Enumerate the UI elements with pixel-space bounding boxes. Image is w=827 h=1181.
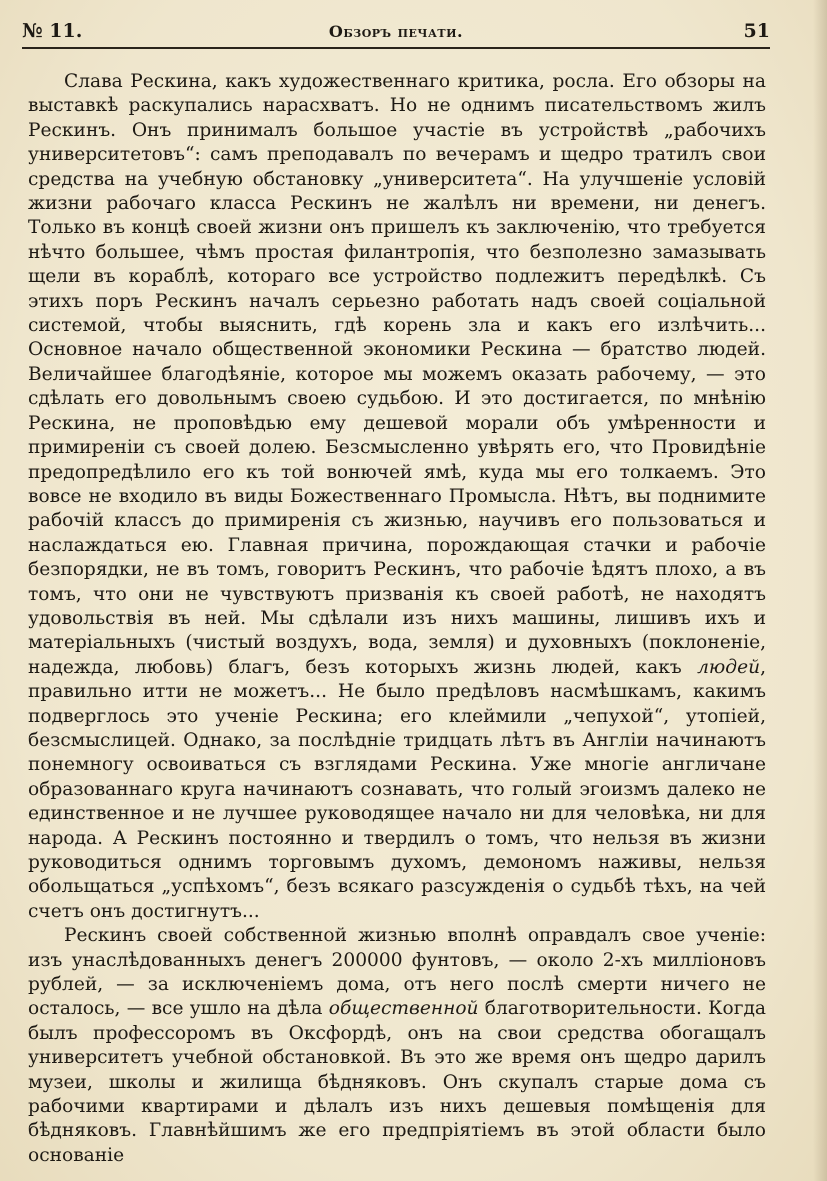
running-header (22, 18, 770, 44)
paragraph-2-italic: общественной (328, 998, 479, 1020)
paragraph-1-italic: людей (697, 656, 761, 678)
page-edge-shadow (813, 0, 827, 1181)
paragraph-1 (28, 70, 766, 924)
paragraph-1-text-b: , правильно итти не можетъ... Не было предѣловъ насмѣшкамъ, какимъ подверглось это ученіе Рескина; его клеймили „чепухой“, утопіей, безсмыслицей. Однако, за послѣдніе тридцать лѣтъ въ Англіи начинаютъ понемногу освоиваться съ взглядами Рескина. Уже многіе англичане образованнаго круга начинаютъ сознавать, что голый эгоизмъ далеко не единственное и не лучшее руководящее начало ни для человѣка, ни для народа. А Рескинъ постоянно и твердилъ о томъ, что нельзя въ жизни руководиться однимъ торговымъ духомъ, демономъ наживы, нельзя обольщаться „успѣхомъ“, безъ всякаго разсужденія о судьбѣ тѣхъ, на чей счетъ онъ достигнутъ... (28, 656, 766, 922)
page-number: 51 (743, 20, 770, 42)
paragraph-2-text-a: Рескинъ своей собственной жизнью вполнѣ оправдалъ свое ученіе: изъ унаслѣдованныхъ денегъ 200000 фунтовъ, — около 2-хъ милліоновъ рублей, — за исключеніемъ дома, отъ него послѣ смерти ничего не осталось, — все ушло на дѣла (28, 925, 766, 1020)
header-rule (22, 47, 770, 49)
paragraph-2 (28, 924, 766, 1168)
paragraph-2-text-b: благотворительности. Когда былъ профессоромъ въ Оксфордѣ, онъ на свои средства обогащалъ университетъ учебной обстановкой. Въ это же время онъ щедро дарилъ музеи, школы и жилища бѣдняковъ. Онъ скупалъ старые дома съ рабочими квартирами и дѣлалъ изъ нихъ дешевыя помѣщенія для бѣдняковъ. Главнѣйшимъ же его предпріятіемъ въ этой области было основаніе (28, 998, 766, 1166)
section-title: Обзоръ печати. (328, 22, 464, 41)
article-body (28, 70, 766, 1168)
issue-number: № 11. (22, 20, 83, 42)
paragraph-1-text-a: Слава Рескина, какъ художественнаго критика, росла. Его обзоры на выставкѣ раскупались нарасхватъ. Но не однимъ писательствомъ жилъ Рескинъ. Онъ принималъ большое участіе въ устройствѣ „рабочихъ университетовъ“: самъ преподавалъ по вечерамъ и щедро тратилъ свои средства на учебную обстановку „университета“. На улучшеніе условій жизни рабочаго класса Рескинъ не жалѣлъ ни времени, ни денегъ. Только въ концѣ своей жизни онъ пришелъ къ заключенію, что требуется нѣчто большее, чѣмъ простая филантропія, что безполезно замазывать щели въ кораблѣ, котораго все устройство подлежитъ передѣлкѣ. Съ этихъ поръ Рескинъ началъ серьезно работать надъ своей соціальной системой, чтобы выяснить, гдѣ корень зла и какъ его излѣчить... Основное начало общественной экономики Рескина — братство людей. Величайшее благодѣяніе, которое мы можемъ оказать рабочему, — это сдѣлать его довольнымъ своею судьбою. И это достигается, по мнѣнію Рескина, не проповѣдью ему дешевой морали объ умѣренности и примиреніи съ своей долею. Безсмысленно увѣрять его, что Провидѣніе предопредѣлило его къ той вонючей ямѣ, куда мы его толкаемъ. Это вовсе не входило въ виды Божественнаго Промысла. Нѣтъ, вы поднимите рабочій классъ до примиренія съ жизнью, научивъ его пользоваться и наслаждаться ею. Главная причина, порождающая стачки и рабочіе безпорядки, не въ томъ, говоритъ Рескинъ, что рабочіе ѣдятъ плохо, а въ томъ, что они не чувствуютъ призванія къ своей работѣ, не находятъ удовольствія въ ней. Мы сдѣлали изъ нихъ машины, лишивъ ихъ и матеріальныхъ (чистый воздухъ, вода, земля) и духовныхъ (поклоненіе, надежда, любовь) благъ, безъ которыхъ жизнь людей, какъ (28, 71, 766, 678)
